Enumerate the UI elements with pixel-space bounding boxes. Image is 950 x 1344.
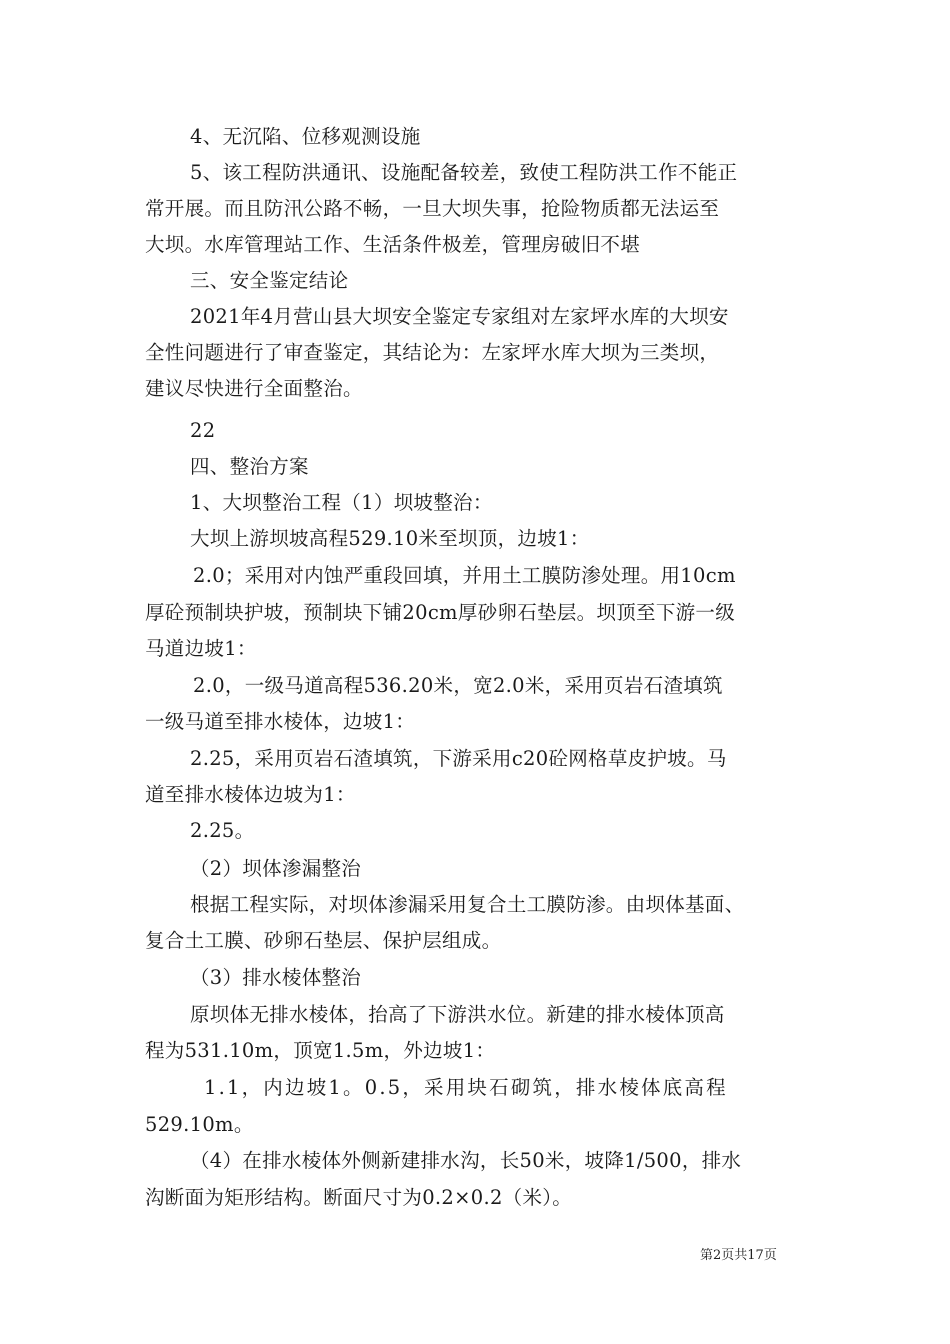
text-line: 大坝。水库管理站工作、生活条件极差，管理房破旧不堪 [145, 233, 641, 256]
section-heading: 三、安全鉴定结论 [190, 269, 349, 292]
text-line: 原坝体无排水棱体，抬高了下游洪水位。新建的排水棱体顶高 [190, 1003, 725, 1026]
text-line: 常开展。而且防汛公路不畅，一旦大坝失事，抢险物质都无法运至 [145, 197, 720, 220]
text-line: 2.0，一级马道高程536.20米，宽2.0米，采用页岩石渣填筑 [193, 674, 723, 697]
sub-heading: （3）排水棱体整治 [190, 966, 362, 989]
page-number: 第2页共17页 [700, 1248, 777, 1263]
text-line: 22 [190, 419, 216, 442]
text-line: 2.0；采用对内蚀严重段回填，并用土工膜防渗处理。用10cm [193, 564, 736, 587]
text-line: 5、该工程防洪通讯、设施配备较差，致使工程防洪工作不能正 [190, 161, 738, 184]
text-line: 2.25，采用页岩石渣填筑，下游采用c20砼网格草皮护坡。马 [190, 747, 727, 770]
text-line: 1.1，内边坡1。0.5，采用块石砌筑，排水棱体底高程 [204, 1076, 728, 1099]
text-line: 建议尽快进行全面整治。 [145, 377, 363, 400]
text-line: 复合土工膜、砂卵石垫层、保护层组成。 [145, 929, 502, 952]
text-line: 程为531.10m，顶宽1.5m，外边坡1： [145, 1039, 496, 1062]
text-line: （4）在排水棱体外侧新建排水沟，长50米，坡降1/500，排水 [190, 1149, 742, 1172]
text-line: 根据工程实际，对坝体渗漏采用复合土工膜防渗。由坝体基面、 [190, 893, 745, 916]
text-line: 马道边坡1： [145, 637, 257, 660]
text-line: 529.10m。 [145, 1113, 254, 1136]
text-line: 大坝上游坝坡高程529.10米至坝顶，边坡1： [190, 527, 590, 550]
text-line: 1、大坝整治工程（1）坝坡整治： [190, 491, 493, 514]
text-line: 2.25。 [190, 819, 255, 842]
text-line: 沟断面为矩形结构。断面尺寸为0.2×0.2（米）。 [145, 1186, 573, 1209]
text-line: 一级马道至排水棱体，边坡1： [145, 710, 416, 733]
text-line: 厚砼预制块护坡，预制块下铺20cm厚砂卵石垫层。坝顶至下游一级 [145, 601, 736, 624]
section-heading: 四、整治方案 [190, 455, 309, 478]
text-line: 4、无沉陷、位移观测设施 [190, 125, 421, 148]
text-line: 2021年4月营山县大坝安全鉴定专家组对左家坪水库的大坝安 [190, 305, 729, 328]
text-line: 道至排水棱体边坡为1： [145, 783, 356, 806]
sub-heading: （2）坝体渗漏整治 [190, 857, 362, 880]
text-line: 全性问题进行了审查鉴定，其结论为：左家坪水库大坝为三类坝， [145, 341, 720, 364]
